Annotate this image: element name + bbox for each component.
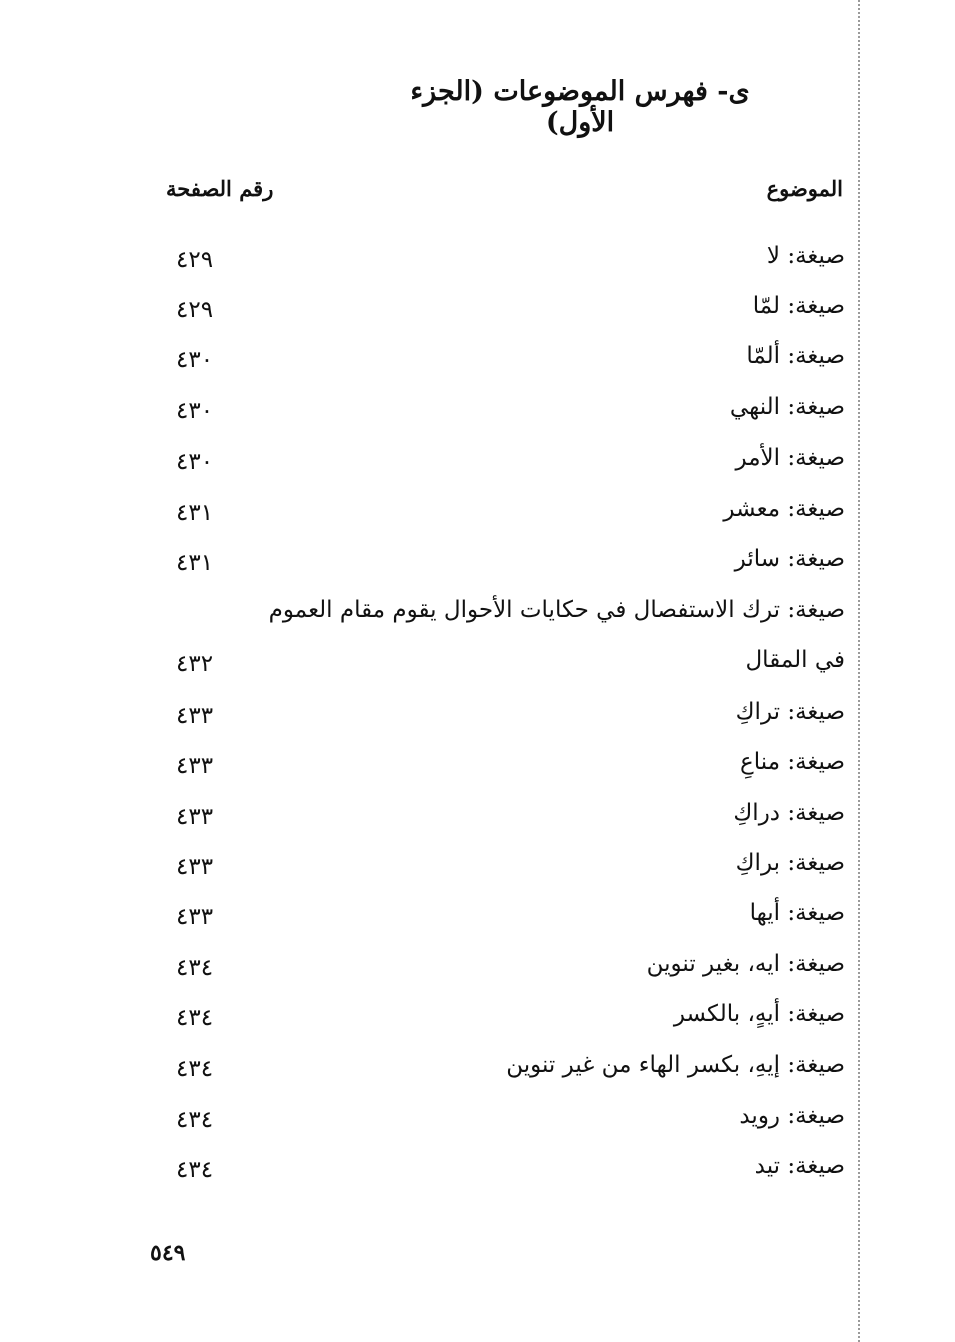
entry-topic: صيغة: الأمر: [735, 445, 845, 471]
entry-page-number: ٤٣٣: [176, 753, 214, 779]
index-entry: [0, 1103, 955, 1143]
index-entry: [0, 1052, 955, 1092]
entry-page-number: ٤٣٤: [176, 1005, 214, 1031]
entry-page-number: ٤٣٢: [176, 651, 214, 677]
entry-page-number: ٤٣٠: [176, 449, 214, 475]
index-entry: [0, 293, 955, 333]
entry-topic: صيغة: معشر: [723, 496, 845, 522]
entry-page-number: ٤٣٣: [176, 904, 214, 930]
entry-page-number: ٤٣٣: [176, 703, 214, 729]
entry-topic: صيغة: لمّا: [752, 293, 845, 319]
footer-page-number: ٥٤٩: [150, 1240, 186, 1266]
index-entry: [0, 445, 955, 485]
entry-topic: صيغة: تيد: [754, 1153, 845, 1179]
entry-topic: صيغة: رويد: [739, 1103, 845, 1129]
index-entry: [0, 900, 955, 940]
index-entry: [0, 800, 955, 840]
entry-page-number: ٤٣٠: [176, 347, 214, 373]
entry-page-number: ٤٣٤: [176, 1107, 214, 1133]
entry-topic: صيغة: ترك الاستفصال في حكايات الأحوال يقوم مقام العموم: [268, 597, 845, 623]
entry-page-number: ٤٣٠: [176, 398, 214, 424]
index-entry: [0, 699, 955, 739]
column-header-topic: الموضوع: [766, 176, 843, 201]
index-entry: [0, 1001, 955, 1041]
entry-topic: صيغة: ايه، بغير تنوين: [646, 951, 845, 977]
entry-topic: صيغة: تراكِ: [735, 699, 845, 725]
index-entry: [0, 343, 955, 383]
entry-page-number: ٤٢٩: [176, 297, 214, 323]
entry-topic: صيغة: براكِ: [735, 850, 845, 876]
entry-page-number: ٤٣٣: [176, 804, 214, 830]
index-entry: [0, 243, 955, 283]
page-title: ى- فهرس الموضوعات (الجزء الأول): [410, 76, 750, 138]
entry-page-number: ٤٣٤: [176, 955, 214, 981]
index-entry: [0, 749, 955, 789]
entry-page-number: ٤٣٤: [176, 1056, 214, 1082]
entry-page-number: ٤٣١: [176, 550, 214, 576]
index-entry: [0, 951, 955, 991]
entry-topic: صيغة: إيهِ، بكسر الهاء من غير تنوين: [506, 1052, 845, 1078]
entry-topic: في المقال: [745, 647, 845, 673]
index-entry: [0, 394, 955, 434]
entry-topic: صيغة: مناعِ: [740, 749, 845, 775]
entry-topic: صيغة: ألمّا: [746, 343, 845, 369]
entry-topic: صيغة: النهي: [729, 394, 845, 420]
column-header-page-number: رقم الصفحة: [166, 176, 274, 201]
entry-topic: صيغة: لا: [766, 243, 845, 269]
entry-page-number: ٤٣٣: [176, 854, 214, 880]
index-entry: [0, 496, 955, 536]
index-entry: [0, 597, 955, 637]
entry-topic: صيغة: أيها: [749, 900, 845, 926]
entry-topic: صيغة: أيهٍ، بالكسر: [673, 1001, 845, 1027]
entry-page-number: ٤٣١: [176, 500, 214, 526]
index-entry: [0, 1153, 955, 1193]
entry-topic: صيغة: سائر: [734, 546, 845, 572]
index-entry: [0, 546, 955, 586]
entry-page-number: ٤٢٩: [176, 247, 214, 273]
entry-page-number: ٤٣٤: [176, 1157, 214, 1183]
index-entry: [0, 850, 955, 890]
index-entry: [0, 647, 955, 687]
entry-topic: صيغة: دراكِ: [733, 800, 845, 826]
